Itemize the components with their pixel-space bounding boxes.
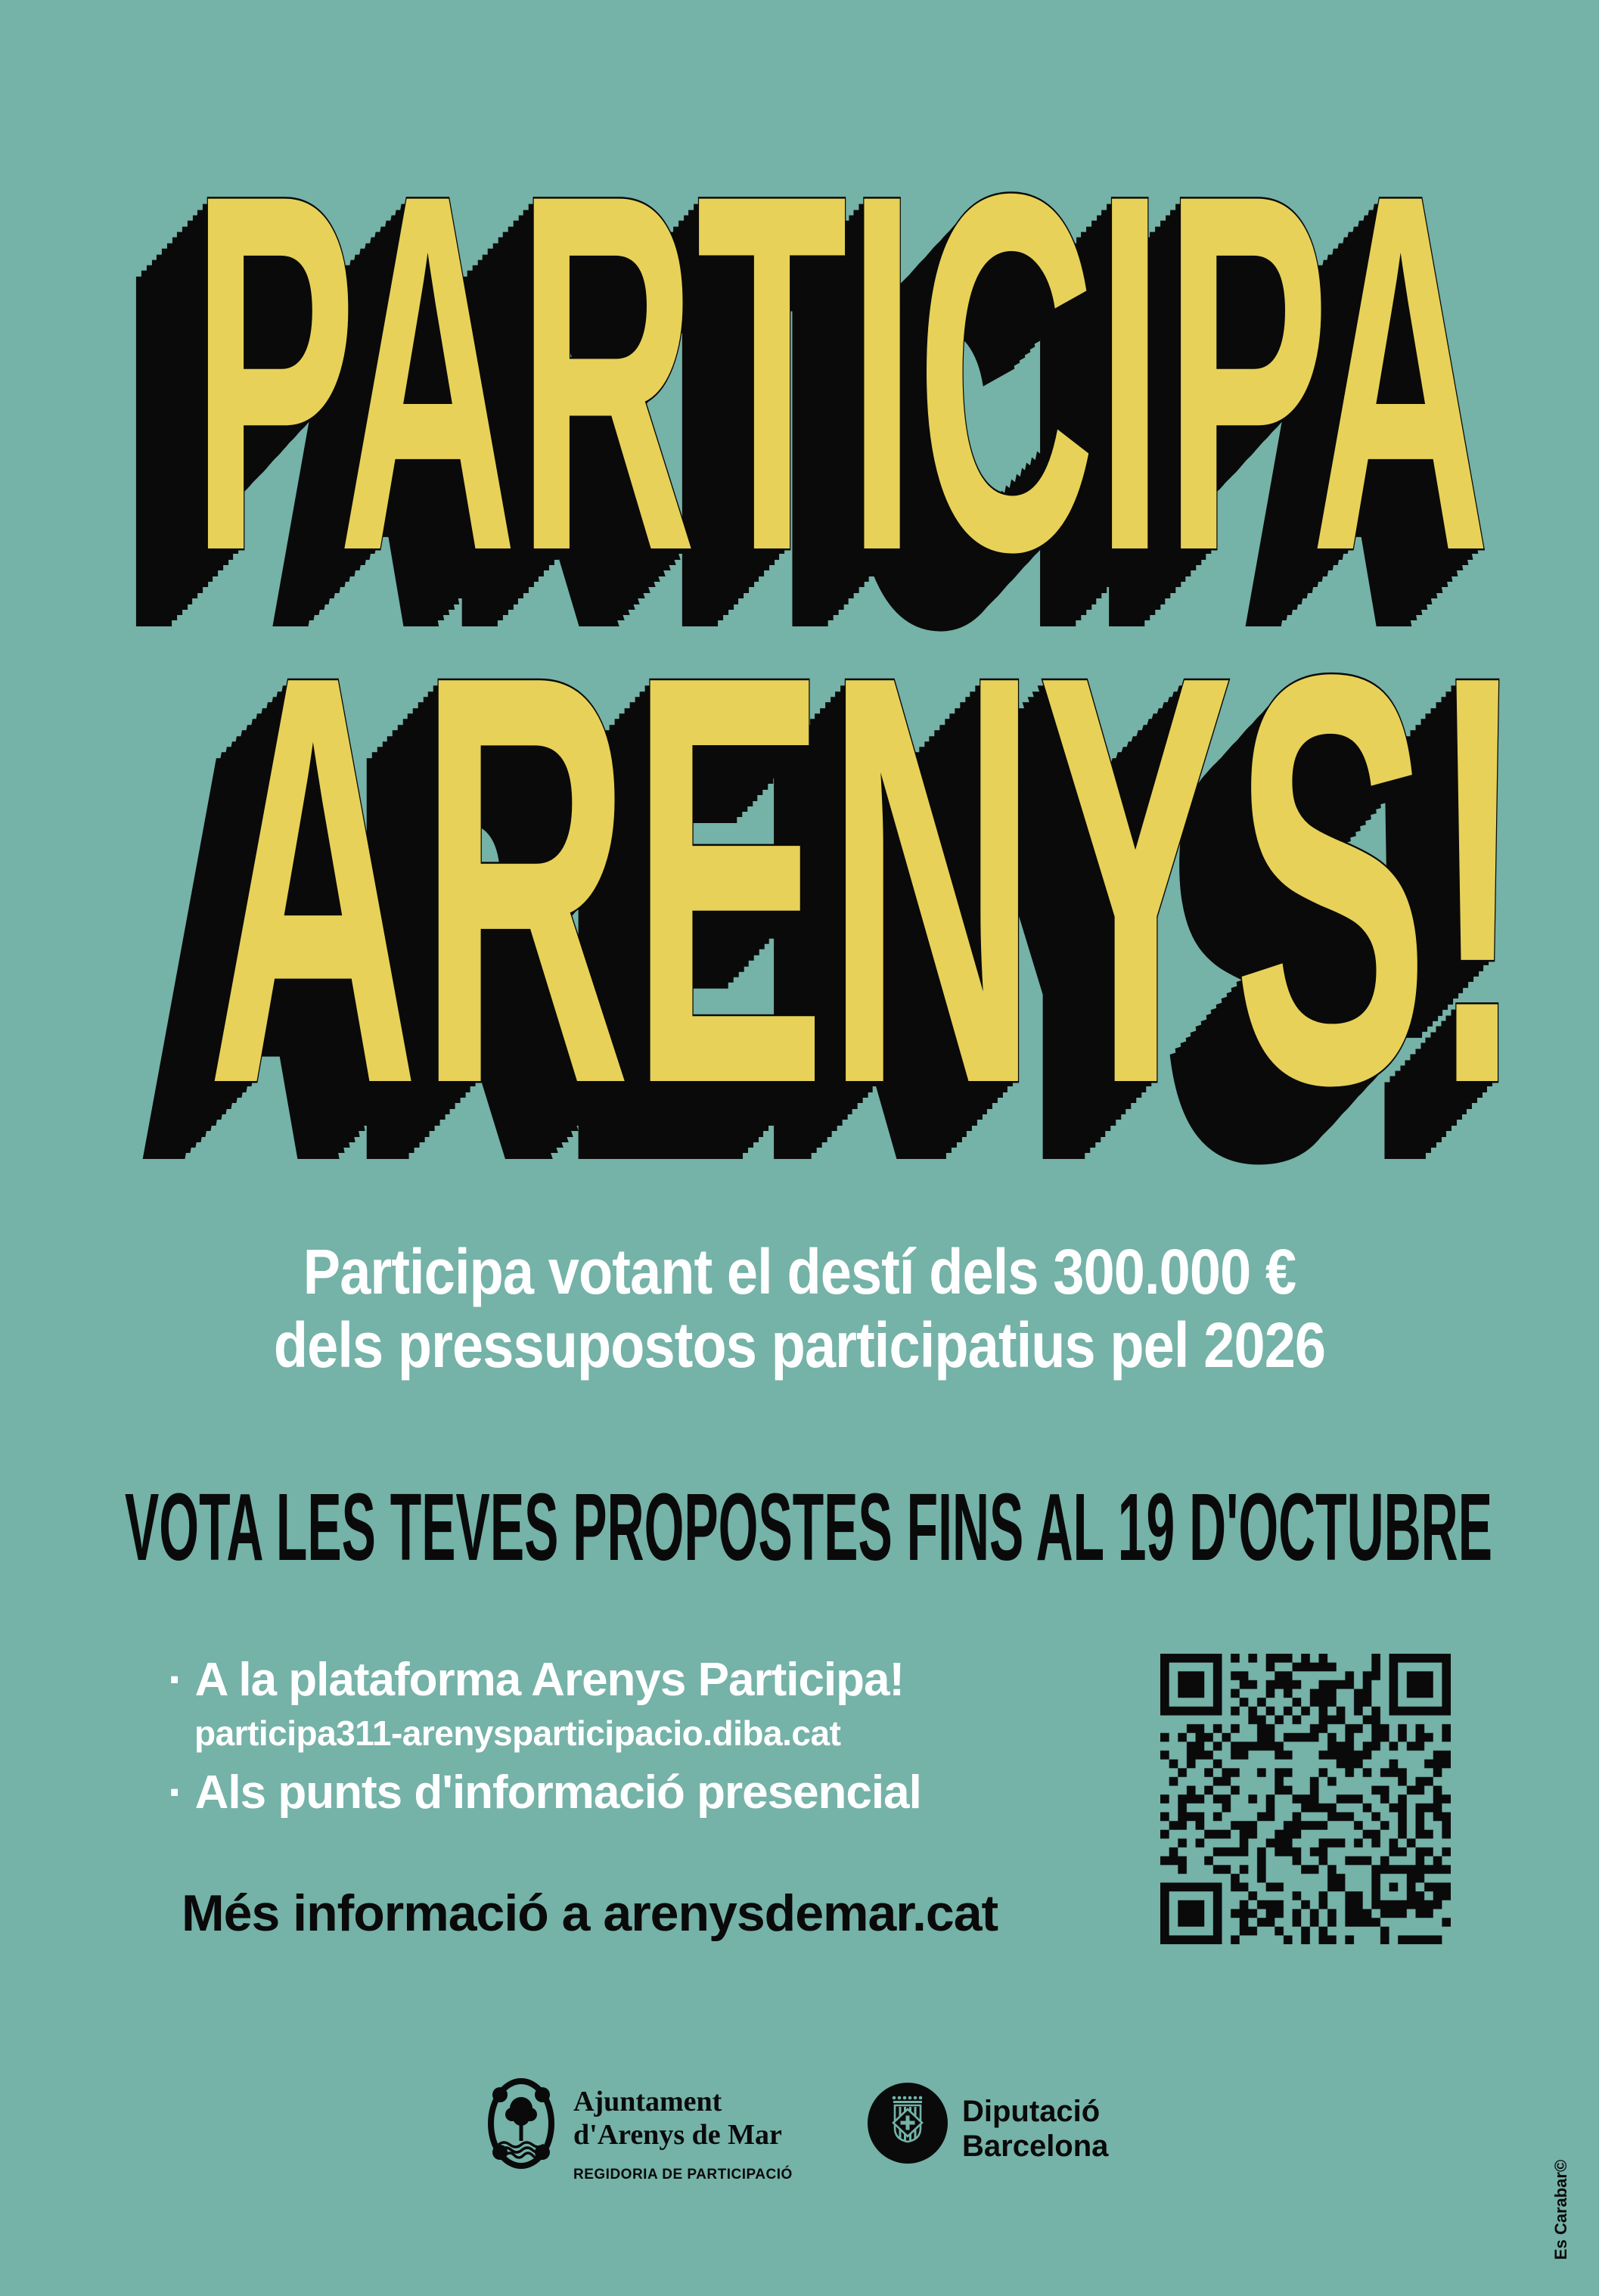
ajuntament-line2: d'Arenys de Mar (573, 2119, 782, 2151)
ajuntament-wordmark (573, 2085, 793, 2192)
ajuntament-department: REGIDORIA DE PARTICIPACIÓ (573, 2167, 793, 2183)
intro-line2: dels pressupostos participatius pel 2026 (273, 1310, 1326, 1381)
ajuntament-line1: Ajuntament (573, 2086, 722, 2117)
bullet-marker: · (168, 1654, 183, 1706)
qr-code (1160, 1654, 1451, 1944)
intro-paragraph (96, 1235, 1503, 1382)
diputacio-line1: Diputació (962, 2095, 1101, 2128)
deadline-heading (125, 1474, 1492, 1580)
intro-line1: Participa votant el destí dels 300.000 € (303, 1236, 1296, 1307)
bullet-platform (168, 1654, 904, 1706)
more-info-line: Més informació a arenysdemar.cat (182, 1884, 998, 1942)
bullet-info-points (168, 1767, 921, 1819)
diputacio-line2: Barcelona (962, 2130, 1109, 2163)
diputacio-crest-icon (868, 2083, 948, 2164)
ajuntament-crest-icon (488, 2078, 554, 2169)
design-credit: Es Carabar© (1551, 2159, 1570, 2260)
bullet-marker: · (168, 1766, 183, 1819)
bullet-info-points-label: Als punts d'informació presencial (194, 1766, 921, 1819)
bullet-platform-label: A la plataforma Arenys Participa! (194, 1654, 905, 1706)
platform-url: participa311-arenysparticipacio.diba.cat (194, 1713, 841, 1753)
diputacio-wordmark (962, 2094, 1108, 2164)
title-line2 (135, 555, 1526, 1283)
